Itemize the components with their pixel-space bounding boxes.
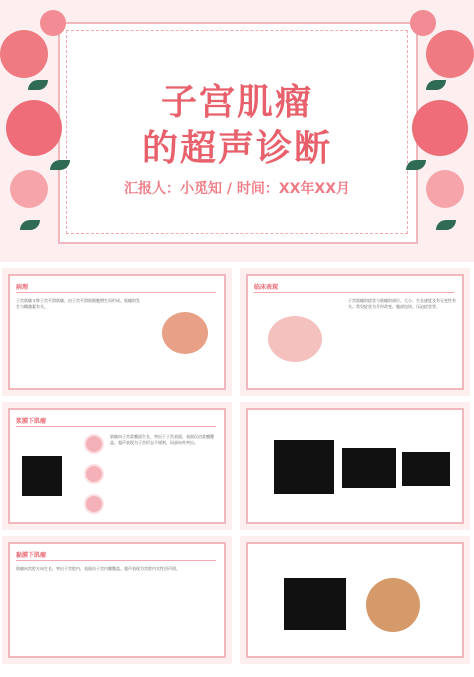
- cover-reporter: 汇报人：小觅知 / 时间：XX年XX月: [123, 181, 351, 197]
- slide-text: 子宫肌瘤又称子宫平滑肌瘤，由子宫平滑肌细胞增生而形成。肌瘤的发生与雌激素有关。: [16, 298, 140, 309]
- uterus-illustration: [268, 316, 322, 362]
- slide-thumbnail[interactable]: [2, 536, 232, 664]
- cover-title-line2: 的超声诊断: [141, 128, 332, 169]
- slide-divider: [16, 560, 216, 561]
- slide-title: 临床表现: [254, 284, 279, 291]
- slide-title: 病理: [16, 284, 29, 291]
- slide-text: 子宫肌瘤的症状与肌瘤的部位、大小、生长速度及有无变性有关。常见症状为月经改变、腹部包块、压迫症状等。: [348, 298, 456, 309]
- leaf-decoration-icon: [20, 220, 40, 230]
- ultrasound-image: [402, 452, 450, 486]
- flower-decoration-icon: [40, 10, 66, 36]
- ultrasound-image: [274, 440, 334, 494]
- flower-decoration-icon: [0, 30, 48, 78]
- slide-divider: [16, 292, 216, 293]
- slide-text: 肌瘤向子宫浆膜面生长，突出于子宫表面，表面仅由浆膜覆盖。超声表现为子宫形态不规则，局部向外突出。: [110, 434, 214, 445]
- cover-title-line1: 子宫肌瘤: [160, 82, 313, 123]
- step-circle-icon: [84, 434, 104, 454]
- slide-thumbnail[interactable]: [240, 402, 470, 530]
- slide-divider: [254, 292, 454, 293]
- slide-thumbnail[interactable]: [240, 268, 470, 396]
- slide-title: 浆膜下肌瘤: [16, 418, 47, 425]
- flower-decoration-icon: [410, 10, 436, 36]
- slide-title: 黏膜下肌瘤: [16, 552, 47, 559]
- slide-thumbnail[interactable]: [2, 402, 232, 530]
- slide-text: 肌瘤向宫腔方向生长，突出于宫腔内，表面由子宫内膜覆盖。超声表现为宫腔内实性回声团。: [16, 566, 180, 571]
- ultrasound-image: [284, 578, 346, 630]
- slide-thumbnail[interactable]: [2, 268, 232, 396]
- ultrasound-image: [22, 456, 62, 496]
- fibroid-image: [366, 578, 420, 632]
- leaf-decoration-icon: [436, 220, 456, 230]
- ultrasound-image: [342, 448, 396, 488]
- fibroid-image: [162, 312, 208, 354]
- slide-thumbnail[interactable]: [240, 536, 470, 664]
- slide-divider: [16, 426, 216, 427]
- step-circle-icon: [84, 494, 104, 514]
- step-circle-icon: [84, 464, 104, 484]
- flower-decoration-icon: [426, 30, 474, 78]
- cover-slide[interactable]: [0, 0, 474, 262]
